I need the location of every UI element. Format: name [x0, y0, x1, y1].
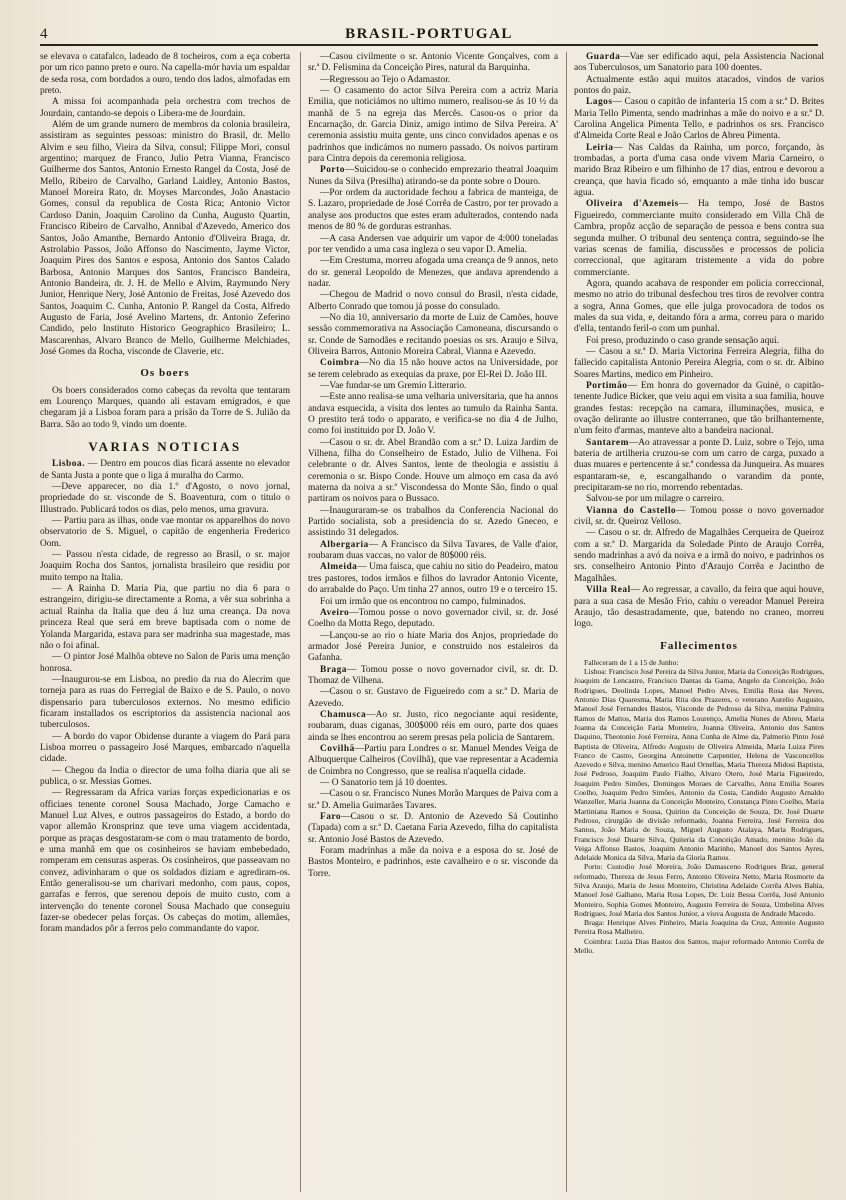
- news-text: —Partiu para Londres o sr. Manuel Mendes Veiga de Albuquerque Calheiros (Covilhã), que vae representar a Academia de Coimbra no Congresso, que se realisa n'aquella cidade.: [308, 743, 558, 777]
- news-item: [308, 562, 558, 596]
- paragraph: —Casou o sr. Francisco Nunes Morão Marques de Paiva com a sr.ª D. Amelia Guimarães Tavares.: [308, 789, 558, 811]
- paragraph: se elevava o catafalco, ladeado de 8 tocheiros, com a eça coberta por um rico panno preto e ouro. Na capella-mór havia um espaldar de seda rosa, com bordados a ouro, tendo dos lados, almofadas em preto.: [40, 52, 290, 97]
- place-heading: Oliveira d'Azemeis: [586, 199, 679, 210]
- news-item: [308, 665, 558, 688]
- news-text: —Casou o sr. D. Antonio de Azevedo Sá Coutinho (Tapada) com a sr.ª D. Caetana Faria Azevedo, filha do capitalista sr. Antonio José Bastos de Azevedo.: [308, 812, 558, 845]
- news-text: — Nas Caldas da Rainha, um porco, forçando, às trombadas, a porta d'uma casa onde vivem Maria Carneiro, o marido Braz Ribeiro e um filhinho de 17 dias, entrou e devorou a creança, que havia ficado só, emquanto a mãe tinha ido buscar agua.: [574, 142, 824, 199]
- paragraph: —Inauguraram-se os trabalhos da Conferencia Nacional do Partido socialista, sob a presidencia do sr. Azedo Gneceo, e assistindo 31 delegados.: [308, 505, 558, 539]
- paragraph: Os boers considerados como cabeças da revolta que tentaram em Lourenço Marques, quando ali estavam emigrados, e que chegaram já a Lisboa foram para a prisão da Torre de S. Julião da Barra. São ao todo 9, vindo um doente.: [40, 385, 290, 430]
- news-item: [308, 358, 558, 381]
- header-rule: [40, 44, 818, 46]
- paragraph: A missa foi acompanhada pela orchestra com trechos de Jourdain, cantando-se depois o Libera-me de Jourdain.: [40, 97, 290, 119]
- news-item: [40, 459, 290, 482]
- news-item: [574, 506, 824, 529]
- place-heading: Braga: [320, 664, 347, 675]
- paragraph: —Por ordem da auctoridade fechou a fabrica de manteiga, de S. Lazaro, propriedade de José Corrêa de Castro, por ter provado a analyse aos productos que estes eram adulterados, contendo nada menos de 80 % de gorduras estranhas.: [308, 188, 558, 233]
- news-text: — Dentro em poucos dias ficará assente no elevador de Santa Justa a ponte que o liga á muralha do Carmo.: [40, 459, 291, 481]
- paragraph: — Regressaram da Africa varias forças expedicionarias e os officiaes tenente coronel Sousa Machado, Jorge Camacho e Manuel Luz Alves, e outros passageiros do Estado, a bordo do vapor allemão Kronsprinz que teve uma viagem accidentada, porque as praças desgostaram-se com o mau tratamento de bordo, e uma manhã em que os cosinheiros se haviam embebedado, romperam em censuras asperas. Os cosinheiros, que passeavam no convez, adivinharam o que os soldados diziam e agrediram-os. Então generalisou-se um charivari medonho, com paus, copos, garrafas e ferros, que serenou depois de muito custo, com a intervenção do tenente coronel Sousa Machado que conseguiu fazer-se obedecer pelas forças. Os cabeças do motim, allemães, foram mandados pôr a ferros pelo commandante do vapor.: [40, 788, 290, 935]
- obituary-entry: Porto: Custodio José Moreira, João Damasceno Rodrigues Braz, general reformado, Thereza de Jesus Ferro, Antonio Oliveira Netto, Maria Rosmorte da Silva Araujo, Maria de Jesus Monteiro, Christina Adelaide Corrêa Alves Bahia, Manoel José Galhano, Maria Rosa Lopes, Dr. Luiz Bessa Corrêa, José Antonio Monteiro, Sophia Gomes Monteiro, Augusto Ferreira de Souza, Umbelina Alves Rodrigues, José Maria dos Santos Junior, a viuva Augusta de Andrade Macedo.: [574, 862, 824, 918]
- news-text: — A Francisco da Silva Tavares, de Valle d'aior, roubaram duas vaccas, no valor de 80$000 réis.: [308, 539, 558, 562]
- news-text: —Vae ser edificado aqui, pela Assistencia Nacional aos Tuberculosos, um Sanatorio para 100 doentes.: [574, 52, 824, 74]
- news-item: [574, 143, 824, 200]
- paragraph: — Chegou da India o director de uma folha diaria que ali se publica, o sr. Messias Gomes.: [40, 765, 290, 787]
- place-heading: Albergaria: [320, 539, 369, 550]
- obituary-entry: Braga: Henrique Alves Pinheiro, Maria Joaquina da Cruz, Antonio Augusto Pereira Rosa Malheiro.: [574, 918, 824, 937]
- paragraph: — A Rainha D. Maria Pia, que partiu no dia 6 para o estrangeiro, dirigiu-se directamente a Roma, a vêr sua sobrinha a actual Rainha da Italia que deu á luz uma creança. Da nova princeza Real que será em breve baptisada com o nome de Yolanda Margarida, estava para ser madrinha sua magestade, mas não o foi afinal.: [40, 584, 290, 651]
- paragraph: —Deve apparecer, no dia 1.º d'Agosto, o novo jornal, propriedade do sr. visconde de S. Boaventura, com o titulo o Illustrado. Publicará todos os dias, pelo menos, uma gravura.: [40, 482, 290, 515]
- paragraph: —Casou civilmente o sr. Antonio Vicente Gonçalves, com a sr.ª D. Felismina da Conceição Pires, natural da Barquinha.: [308, 52, 558, 74]
- place-heading: Faro: [320, 812, 342, 823]
- news-item: [308, 812, 558, 846]
- obituary-entry: Coimbra: Luzia Dias Bastos dos Santos, major reformado Antonio Corrêa de Mello.: [574, 936, 824, 956]
- place-heading: Lagos: [586, 97, 613, 108]
- paragraph: —Casou o sr. dr. Abel Brandão com a sr.ª D. Luiza Jardim de Vilhena, filha do Conselheiro de Estado, Julio de Vilhena. Foi celebrante o dr. Alves Santos, lente de theologia e assistiu á ceremonia o sr. Bispo Conde. Houve um almoço em casa da avó materna da noiva a sr.ª Viscondessa do Monte São, findo o qual partiram os noivos para o Bussaco.: [308, 437, 558, 505]
- news-item: [308, 608, 558, 631]
- paragraph: —No dia 10, anniversario da morte de Luiz de Camões, houve sessão commemorativa na Associação Camoneana, discursando o sr. Conde de Samodães e recitando poesias os srs. Araujo e Silva, Oliveira Barros, Antonio Moreira Cabral, Vianna e Azevedo.: [308, 312, 558, 357]
- news-item: [308, 710, 558, 744]
- news-text: — Tomou posse o novo governador civil, sr. dr. D. Thomaz de Vilhena.: [308, 664, 558, 686]
- column-right: [574, 52, 824, 955]
- news-item: [574, 585, 824, 630]
- news-text: —No dia 15 não houve actos na Universidade, por se terem celebrado as exequias da praxe, por El-Rei D. João III.: [308, 358, 558, 380]
- place-heading: Vianna do Castello: [586, 505, 677, 516]
- news-item: [308, 744, 558, 778]
- paragraph: — Partiu para as ilhas, onde vae montar os apparelhos do novo observatorio de S. Miguel, o capitão de engenheria Frederico Oom.: [40, 516, 290, 549]
- page-number: 4: [40, 26, 48, 42]
- place-heading: Covilhã: [320, 743, 355, 754]
- news-item: [574, 199, 824, 278]
- news-text: — Casou o capitão de infanteria 15 com a sr.ª D. Brites Maria Tello Pimenta, sendo madrinhas a mãe do noivo e a sr.ª D. Carolina Angelica Pimenta Tello, e padrinhos os srs. Francisco d'Almeida Corte Real e João Carlos de Abreu Pimenta.: [574, 97, 824, 142]
- news-item: [574, 97, 824, 142]
- paragraph: —Em Crestuma, morreu afogada uma creança de 9 annos, neto do sr. general Leopoldo de Menezes, que andava aprendendo a nadar.: [308, 256, 558, 289]
- paragraph: Salvou-se por um milagre o carreiro.: [586, 494, 724, 505]
- paragraph: Foram madrinhas a mãe da noiva e a esposa do sr. José de Bastos Monteiro, e padrinhos, este cavalheiro e o sr. visconde da Torre.: [308, 846, 558, 879]
- section-heading-varias-noticias: VARIAS NOTICIAS: [88, 439, 242, 454]
- section-heading-fallecimentos: Fallecimentos: [660, 639, 738, 652]
- place-heading: Guarda: [586, 52, 621, 62]
- news-text: — Ha tempo, José de Bastos Figueiredo, commerciante muito considerado em Villa Chã de Cambra, propôz acção de separação de pessoa e bens contra sua segunda mulher. O tribunal deu sentença contra, seguindo-se lhe varias scenas de familia, discussões e processos de policia correccional, que agitaram tristemente a vida do pobre commerciante.: [574, 199, 824, 278]
- news-text: —Suicidou-se o conhecido emprezario theatral Joaquim Nunes da Silva (Presilha) atirando-se da ponte sobre o Douro.: [308, 165, 558, 187]
- news-item: [308, 165, 558, 188]
- place-heading: Aveiro: [320, 607, 350, 618]
- paragraph: Foi um irmão que os encontrou no campo, fulminados.: [320, 596, 526, 607]
- paragraph: — O casamento do actor Silva Pereira com a actriz Maria Emilia, que noticiámos no ultimo numero, realisou-se ás 10 ½ da manhã de 5 na egreja das Mercês. Casou-os o prior da Encarnação, dr. Garcia Diniz, amigo intimo de Silva Pereira. A' ceremonia assistiu muita gente, uns cinco convidados apenas e os padrinhos que indicámos no numero passado. Os noivos partiram para Cintra depois da ceremonia religiosa.: [308, 86, 558, 165]
- news-text: — Em honra do governador da Guiné, o capitão-tenente Judice Bicker, que veiu aqui em visita a sua familia, houve grandes festas: recepção na camara, illuminações, musica, e ovação delirante ao illustre conterraneo, que tão brilhantemente, n'um feito d'armas, manteve alto a bandeira nacional.: [574, 380, 824, 437]
- page-header: [40, 26, 818, 46]
- news-text: —Ao atravessar a ponte D. Luiz, sobre o Tejo, uma bateria de artilheria cruzou-se com um carro de carga, puxado a duas muares e pertencente á sr.ª condessa da Junqueira. As muares espantaram-se, e, escangalhando o varandim da ponte, precipitaram-se no rio, morrendo rebentadas.: [574, 437, 824, 494]
- place-heading: Chamusca: [320, 709, 367, 720]
- news-item: [574, 52, 824, 75]
- obituary-list: [574, 658, 824, 956]
- paragraph: — O Sanatorio tem já 10 doentes.: [320, 778, 448, 788]
- section-heading-boers: Os boers: [140, 367, 190, 380]
- paragraph: —Inaugurou-se em Lisboa, no predio da rua do Alecrim que torneja para as ruas do Ferregial de Baixo e de S. Paulo, o novo dispensario para tuberculosos externos. No mesmo edificio ficaram installados os escriptorios da assistencia nacional aos tuberculosos.: [40, 674, 290, 731]
- paragraph: —Lançou-se ao rio o hiate Maria dos Anjos, propriedade do armador José Pereira Junior, e construido nos estaleiros da Gafanha.: [308, 630, 558, 664]
- paragraph: —Casou o sr. Gustavo de Figueiredo com a sr.ª D. Maria de Azevedo.: [308, 687, 558, 709]
- paragraph: — Passou n'esta cidade, de regresso ao Brasil, o sr. major Joaquim Rocha dos Santos, jornalista brasileiro que residiu por muito tempo na Italia.: [40, 550, 290, 583]
- paragraph: — O pintor José Malhôa obteve no Salon de Paris uma menção honrosa.: [40, 652, 290, 674]
- column-middle: [308, 52, 558, 880]
- news-text: —Ao sr. Justo, rico negociante aqui residente, roubaram, duas ciganas, 300$000 réis em ouro, parte dos quaes ainda se lhes encontrou ao serem presas pela policia de Santarem.: [308, 709, 558, 743]
- obituary-intro: Falleceram de 1 a 15 de Junho:: [584, 657, 679, 667]
- place-heading: Santarem: [586, 437, 629, 448]
- obituary-entry: Lisboa: Francisco José Pereira da Silva Junior, Maria da Conceição Rodrigues, Joaquim de Lencastre, Francisco Dantas da Gama, Angelo da Conceição, João Rodrigues, Deolinda Lopes, Manoel Pedro Alves, Emilia Rosa das Neves, Antonio Dias Quaresma, Maria Rita dos Prazeres, o veterano Aurelio Augusto, Manoel José Fernandes Bastos, Visconde de Pedroso da Silva, menina Palmira Ramos de Mattos, Maria dos Ramos Lourenço, Amelia Nunes de Abreu, Maria Joanna da Conceição Faria Monteiro, Joanna Oliveira, Antonio dos Santos Daquino, Theotonio José Ferreira, Anna Cunha de Alme da, Palmerio Pinto José Baptista de Oliveira, Alfredo Augusto de Oliveira Almeida, Maria Luiza Pires Franco de Castro, Georgina Antoinette Carpentier, Helena de Vasconcellos Azevedo e Silva, menino Americo Raul Ornellas, Maria Thereza Midosi Baptista, José Pedroso, Joaquim Paulo Fialho, Alvaro Otero, José Maria Figueiredo, Joaquim Pedro Simões, Domingos Moraes de Carvalho, Anna Emilia Soares Coelho, Joaquim Pedro Simões, Antonio da Costa, Candido Augusto Arnaldo Wanzeller, Maria Joanna da Conceição Monteiro, Constança Pinto Coelho, Maria Martiniana Ramos e Sousa, Quirino da Conceição de Souza, Dr. José Duarte Pedroso, cirurgião de divisão reformado, Joanna Ferreira, José Ferreira dos Santos, João Maria de Souza, Miguel Augusto Atalaya, Maria Rodrigues, Francisco José Duarte Silva, Quiteria da Conceição Amado, menino João da Veiga Affonso Bastos, Joaquim Antonio Marinho, Manoel dos Santos Ayres, Adelaide Monica da Silva, Maria da Gloria Ramos.: [574, 667, 824, 863]
- news-text: —Tomou posse o novo governador civil, sr. dr. José Coelho da Motta Rego, deputado.: [308, 607, 558, 630]
- column-left: [40, 52, 290, 936]
- news-text: — Tomou posse o novo governador civil, sr. dr. Queiroz Velloso.: [574, 505, 824, 528]
- paragraph: —Chegou de Madrid o novo consul do Brasil, n'esta cidade, Alberto Conrado que tomou já posse do consulado.: [308, 290, 558, 312]
- paragraph: — Casou o sr. dr. Alfredo de Magalhães Cerqueira de Queiroz com a sr.ª D. Margarida da Soledade Pinto de Araujo Corrêa, sendo madrinhas a avó da noiva e a irmã do noivo, e padrinhos os srs. conselheiro Antonio Pinto d'Araujo Corrêa e Jacintho de Magalhães.: [574, 528, 824, 584]
- paragraph: Agora, quando acabava de responder em policia correccional, mesmo no atrio do tribunal desfechou tres tiros de revolver contra a sogra, Anna Gomes, que elle julga provocadora de todos os males da sua vida, e, deitando fóra a arma, correu para o marido d'ella, tentando feril-o com um punhal.: [574, 278, 824, 335]
- place-heading: Portimão: [586, 380, 628, 391]
- place-heading: Coimbra: [320, 358, 360, 369]
- place-heading: Leiria: [586, 142, 614, 153]
- paragraph: —A casa Andersen vae adquirir um vapor de 4:000 toneladas por ter vendido a uma casa ingleza o seu vapor D. Amelia.: [308, 233, 558, 255]
- paragraph: —Este anno realisa-se uma velharia universitaria, que ha annos andava esquecida, a visita dos lentes ao tumulo da Rainha Santa. O prestito terá todo o apparato, e verifica-se no dia 4 de Julho, como foi instituido por D. João V.: [308, 392, 558, 437]
- place-heading: Porto: [320, 165, 345, 176]
- paragraph: Foi preso, produzindo o caso grande sensação aqui.: [586, 335, 779, 346]
- masthead-title: BRASIL-PORTUGAL: [345, 26, 513, 42]
- paragraph: —Vae fundar-se um Gremio Litterario.: [320, 380, 467, 391]
- paragraph: — Casou a sr.ª D. Maria Victorina Ferreira Alegria, filha do fallecido capitalista Antonio Pereira Alegria, com o sr. dr. Albino Soares Martins, medico em Pinheiro.: [574, 346, 824, 380]
- column-divider: [566, 52, 567, 1192]
- paragraph: Além de um grande numero de membros da colonia brasileira, assistiram as seguintes pessoas: ministro do Brasil, dr. Mello Alvim e seu filho, Vieira da Silva, consul; Filippe Mori, consul argentino; marquez de Franco, Julio Petra Vianna, Francisco Guilherme dos Santos, Antonio Ernesto Rangel da Costa, José de Mello, Ribeiro de Carvalho, Garland Laidley, Antonio Bastos, Manoel Moreira Rato, dr. Moyses Marcondes, João Anastacio Gomes, consul da republica de Costa Rica; Antonio Victor Cardoso Danin, Joaquim Carolino da Cunha, Augusto Quartin, Francisco Ribeiro de Carvalho, Annibal d'Azevedo, Americo dos Santos, João Amanthe, Bernardo Antonio d'Oliveira Braga, dr. Astrolabio Passos, João Affonso do Nascimento, Jayme Victor, Joaquim Pires dos Santos e esposa, Antonio dos Santos Calado Barbosa, Antonio Marques dos Santos, Francisco Bandeira, Antonio Bandeira, dr. J. H. de Mello e Alvim, Raymundo Nery Junior, Henrique Nery, José Antonio de Freitas, José Azevedo dos Santos, Joaquim C. Cunha, Antonio P. Rangel da Costa, Alfredo Augusto de Faria, José Avelino Martens, dr. Antonio Zeferino Candido, pelo Instituto Historico Geographico Brasileiro; L. Mascarenhas, Alvaro Branco de Mello, Guilherme Melchiades, José Gomes da Rocha, visconde de Claverie, etc.: [40, 120, 290, 357]
- news-item: [308, 540, 558, 563]
- news-text: — Ao regressar, a cavallo, da feira que aqui houve, para a sua casa de Mesão Frio, cahiu o vereador Manuel Pereira Araujo, tão desastradamente, que, batendo no craneo, morreu logo.: [574, 585, 824, 630]
- place-heading: Lisboa.: [52, 459, 85, 470]
- paragraph: —Regressou ao Tejo o Adamastor.: [320, 74, 451, 85]
- news-text: — Uma faisca, que cahiu no sitio do Peadeiro, matou tres pastores, todos irmãos e filhos do lavrador Antonio Vicente, do arrabalde do Paço. Um tinha 27 annos, outro 19 e o terceiro 15.: [308, 562, 558, 596]
- place-heading: Almeida: [320, 562, 358, 573]
- paragraph: Actualmente estão aqui muitos atacados, vindos de varios pontos do paiz.: [574, 74, 824, 97]
- news-item: [574, 438, 824, 495]
- news-item: [574, 381, 824, 438]
- column-divider: [300, 52, 301, 1192]
- place-heading: Villa Real: [586, 585, 631, 596]
- paragraph: — A bordo do vapor Obidense durante a viagem do Pará para Lisboa morreu o passageiro José Marques, embarcado n'aquella cidade.: [40, 731, 290, 765]
